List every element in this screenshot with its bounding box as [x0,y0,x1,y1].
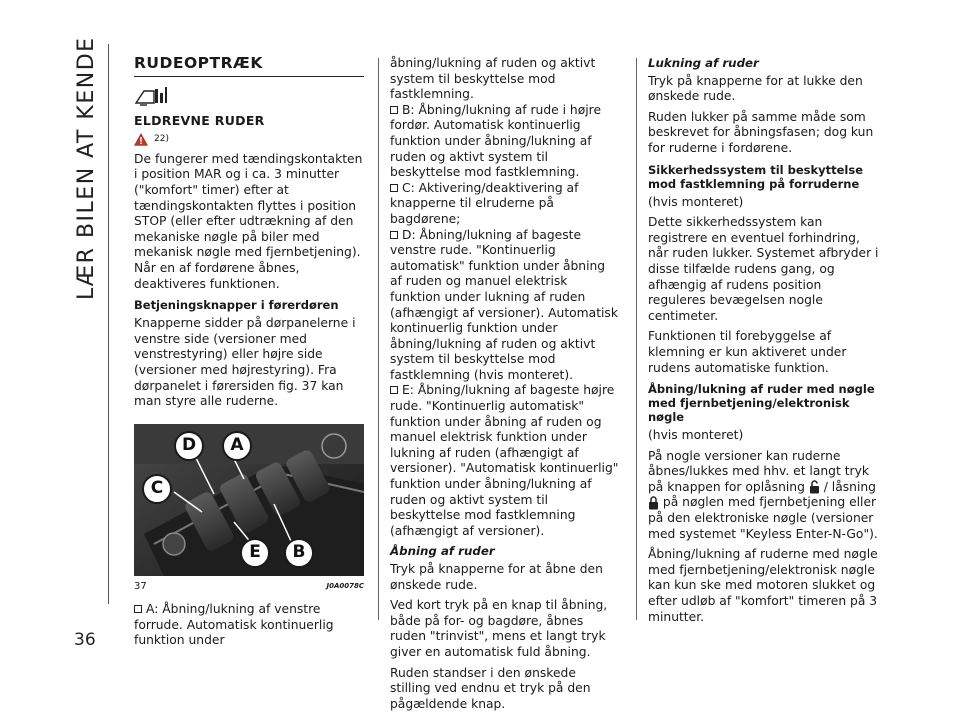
remote-note: (hvis monteret) [648,428,744,443]
callout-c: C [142,474,172,504]
opening-paragraph-1: Tryk på knapperne for at åbne den ønskede rude. [390,562,603,592]
column-1 [134,56,364,649]
intro-paragraph: De fungerer med tændingskontakten i position MAR og i ca. 3 minutter ("komfort" timer) efter at tændingskontakten flyttes i position STOP (eller efter udtrækning af den mekaniske nøgle på biler med mekanisk nøgle med fjernbetjening). Når en af fordørene åbnes, deaktiveres funktionen. [134,151,363,291]
callout-b: B [284,538,314,568]
remote-paragraph-1: På nogle versioner kan ruderne åbnes/lukkes med hhv. et langt tryk på knappen for oplåsning / låsning på nøglen med fjernbetjening eller på den elektroniske nøgle (versioner med systemet "Keyless Enter-N-Go"). [648,448,878,541]
bullet-a-continued: åbning/lukning af ruden og aktivt system til beskyttelse mod fastklemning. [390,56,596,102]
page-number: 36 [74,630,96,650]
warning-triangle-icon [134,133,148,146]
warning-reference: 22) [134,132,364,148]
safety-heading: Sikkerhedssystem til beskyttelse mod fastklemning på forruderne [648,162,864,191]
safety-paragraph-1: Dette sikkerhedssystem kan registrere en eventuel forhindring, når ruden lukker. Systemet afbryder i disse tilfælde rudens gang, og afhængig af rudens position reguleres bevægelsen nogle centimeter. [648,215,879,323]
callout-d: D [174,431,204,461]
window-icon-row [134,85,364,107]
column-3 [648,56,880,630]
bullet-c: C: Aktivering/deaktivering af knapperne til elruderne på bagdørene; [390,180,579,226]
lock-icon [648,496,659,510]
bullet-icon [390,231,398,239]
callout-a: A [222,431,252,461]
subsection-title: ELDREVNE RUDER [134,112,265,128]
driver-door-paragraph: Knapperne sidder på dørpanelerne i venstre side (versioner med venstrestyring) eller højre side (versioner med højrestyring). Fra dørpanelet i førersiden fig. 37 kan man styre alle ruderne. [134,316,356,409]
column-divider [636,58,637,620]
bullet-d: D: Åbning/lukning af bageste venstre rude. "Kontinuerlig automatisk" funktion under åbning af ruden og manuel elektrisk funktion under lukning af ruden (afhængigt af versioner). Automatisk kontinuerlig funktion under åbning/lukning af ruden og aktivt system til beskyttelse mod fastklemning (hvis monteret). [390,227,618,382]
section-title: RUDEOPTRÆK [134,56,364,77]
column-2 [390,56,620,717]
side-divider [108,44,109,604]
window-switch-figure [134,424,364,576]
closing-paragraph-2: Ruden lukker på samme måde som beskrevet for åbningsfasen; dog kun for ruderne i fordørene. [648,109,874,155]
remote-heading: Åbning/lukning af ruder med nøgle med fjernbetjening/elektronisk nøgle [648,382,875,425]
column-divider [378,58,379,620]
bullet-icon [134,605,142,613]
remote-paragraph-2: Åbning/lukning af ruderne med nøgle med fjernbetjening/elektronisk nøgle kan kun ske med motoren slukket og efter udløb af "komfort" timeren på 3 minutter. [648,547,878,624]
safety-paragraph-2: Funktionen til forebyggelse af klemning er kun aktiveret under rudens automatiske funktion. [648,329,847,375]
figure-caption [134,579,364,595]
safety-note: (hvis monteret) [648,194,744,209]
unlock-icon [809,480,820,494]
driver-door-heading: Betjeningsknapper i førerdøren [134,298,339,313]
bullet-a-start: A: Åbning/lukning af venstre forrude. Automatisk kontinuerlig funktion under [134,602,334,648]
bullet-icon [390,386,398,394]
opening-paragraph-3: Ruden standser i den ønskede stilling ved endnu et tryk på den pågældende knap. [390,665,591,711]
opening-paragraph-2: Ved kort tryk på en knap til åbning, både på for- og bagdøre, åbnes ruden "trinvist", mens et langt tryk giver en automatisk fuld åbning. [390,598,608,659]
bullet-icon [390,106,398,114]
bullet-icon [390,184,398,192]
figure-code: J0A0078C [326,581,364,590]
opening-heading: Åbning af ruder [390,544,495,559]
power-window-icon [134,85,168,107]
figure-number: 37 [134,580,147,592]
bullet-e: E: Åbning/lukning af bageste højre rude. "Kontinuerlig automatisk" funktion under åbning af ruden og manuel elektrisk funktion under lukning af ruden (afhængigt af versioner). "Automatisk kontinuerlig" funktion under åbning/lukning af ruden og aktivt system til beskyttelse mod fastklemning (afhængigt af versioner). [390,383,619,538]
closing-paragraph-1: Tryk på knapperne for at lukke den ønskede rude. [648,73,863,104]
callout-e: E [240,538,270,568]
chapter-side-title: LÆR BILEN AT KENDE [74,36,99,300]
bullet-b: B: Åbning/lukning af rude i højre fordør. Automatisk kontinuerlig funktion under åbning/lukning af ruden og aktivt system til beskyttelse mod fastklemning. [390,102,602,180]
closing-heading: Lukning af ruder [648,56,759,70]
